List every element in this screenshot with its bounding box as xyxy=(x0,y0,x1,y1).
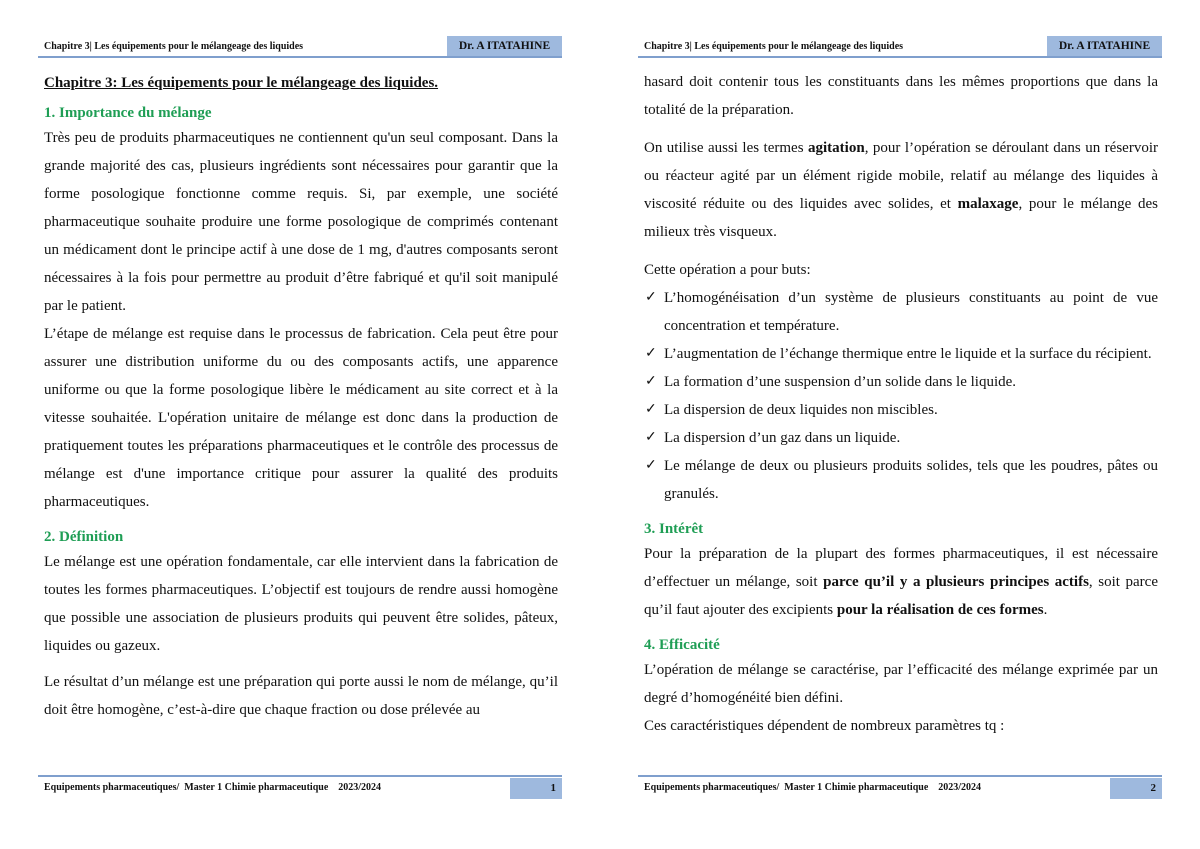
list-item xyxy=(644,340,1158,368)
goals-list xyxy=(644,284,1158,508)
check-icon: ✓ xyxy=(645,346,657,361)
paragraph: L’étape de mélange est requise dans le processus de fabrication. Cela peut être pour assurer une distribution uniforme du ou des composants actifs, une apparence uniforme ou que la forme posologique libère le médicament au site correct et à la vitesse souhaitée. L'opération unitaire de mélange est donc dans la production de pratiquement toutes les préparations pharmaceutiques et le contrôle des processus de mélange est d'une importance critique pour assurer la qualité des produits pharmaceutiques. xyxy=(44,326,558,510)
text-run: , soit parce qu’il faut ajouter des excipients xyxy=(644,574,1158,618)
list-item xyxy=(644,396,1158,424)
page-2 xyxy=(600,0,1200,849)
bold-phrase: pour la réalisation de ces formes xyxy=(836,602,1044,618)
bold-term-agitation: agitation xyxy=(808,140,865,156)
page-number: 2 xyxy=(1110,778,1162,799)
footer-text: Equipements pharmaceutiques/ Master 1 Chimie pharmaceutique 2023/2024 xyxy=(44,782,382,793)
page-2-content xyxy=(644,68,1158,740)
text-run: On utilise aussi les termes xyxy=(644,140,809,156)
section-title-importance: 1. Importance du mélange xyxy=(44,105,212,121)
text-run: , pour le mélange des milieux très visqueux. xyxy=(644,196,1158,240)
list-item-text: Le mélange de deux ou plusieurs produits solides, tels que les poudres, pâtes ou granulés. xyxy=(664,458,1158,502)
footer-rule xyxy=(638,775,1162,777)
list-item xyxy=(644,452,1158,508)
bold-term-malaxage: malaxage xyxy=(957,196,1019,212)
paragraph: Le mélange est une opération fondamentale, car elle intervient dans la fabrication de toutes les formes pharmaceutiques. L’objectif est toujours de rendre aussi homogène que possible une association de plusieurs produits qui peuvent être solides, pâteux, liquides ou gazeux. xyxy=(44,554,558,654)
paragraph-agitation xyxy=(644,134,1158,246)
footer-text: Equipements pharmaceutiques/ Master 1 Chimie pharmaceutique 2023/2024 xyxy=(644,782,982,793)
list-item xyxy=(644,424,1158,452)
check-icon: ✓ xyxy=(645,458,657,473)
paragraph: Ces caractéristiques dépendent de nombreux paramètres tq : xyxy=(644,718,1005,734)
list-item xyxy=(644,284,1158,340)
paragraph: L’opération de mélange se caractérise, par l’efficacité des mélange exprimée par un degré d’homogénéité bien défini. xyxy=(644,662,1158,706)
check-icon: ✓ xyxy=(645,374,657,389)
header-author-box: Dr. A ITATAHINE xyxy=(447,36,562,57)
section-title-definition: 2. Définition xyxy=(44,529,124,545)
list-item-text: La formation d’une suspension d’un solide dans le liquide. xyxy=(664,374,1017,390)
check-icon: ✓ xyxy=(645,430,657,445)
header-rule xyxy=(38,56,562,58)
check-icon: ✓ xyxy=(645,290,657,305)
chapter-title: Chapitre 3: Les équipements pour le mélangeage des liquides. xyxy=(44,75,439,91)
check-icon: ✓ xyxy=(645,402,657,417)
paragraph: Le résultat d’un mélange est une préparation qui porte aussi le nom de mélange, qu’il doit être homogène, c’est-à-dire que chaque fraction ou dose prélevée au xyxy=(44,674,558,718)
page-number: 1 xyxy=(510,778,562,799)
paragraph: hasard doit contenir tous les constituants dans les mêmes proportions que dans la totalité de la préparation. xyxy=(644,74,1158,118)
bold-phrase: parce qu’il y a plusieurs principes actifs xyxy=(823,574,1089,590)
goals-intro: Cette opération a pour buts: xyxy=(644,262,811,278)
text-run: , pour l’opération se déroulant dans un réservoir ou réacteur agité par un élément rigide mobile, relatif au mélange des liquides à viscosité réduite ou des liquides avec solides, et xyxy=(644,140,1158,212)
header-title: Chapitre 3| Les équipements pour le mélangeage des liquides xyxy=(44,41,304,52)
list-item-text: La dispersion d’un gaz dans un liquide. xyxy=(664,430,901,446)
header-title: Chapitre 3| Les équipements pour le mélangeage des liquides xyxy=(644,41,904,52)
section-title-efficacite: 4. Efficacité xyxy=(644,637,720,653)
footer-rule xyxy=(38,775,562,777)
header-rule xyxy=(638,56,1162,58)
list-item-text: L’augmentation de l’échange thermique entre le liquide et la surface du récipient. xyxy=(664,346,1152,362)
section-title-interet: 3. Intérêt xyxy=(644,521,704,537)
paragraph: Très peu de produits pharmaceutiques ne contiennent qu'un seul composant. Dans la grande majorité des cas, plusieurs ingrédients sont nécessaires pour garantir que la forme posologique fonctionne comme requis. Si, par exemple, une société pharmaceutique souhaite produire une forme posologique de comprimés contenant un médicament dont le principe actif à une dose de 1 mg, d'autres composants seront nécessaires à la fois pour permettre au produit d’être fabriqué et qu'il soit manipulé par le patient. xyxy=(44,130,558,314)
header-author-box: Dr. A ITATAHINE xyxy=(1047,36,1162,57)
text-run: . xyxy=(1043,602,1048,618)
list-item-text: L’homogénéisation d’un système de plusieurs constituants au point de vue concentration et température. xyxy=(664,290,1158,334)
text-run: Pour la préparation de la plupart des formes pharmaceutiques, il est nécessaire d’effectuer un mélange, soit xyxy=(644,546,1158,590)
list-item xyxy=(644,368,1158,396)
paragraph-interet xyxy=(644,540,1158,624)
list-item-text: La dispersion de deux liquides non miscibles. xyxy=(664,402,938,418)
page-1-content xyxy=(44,72,558,724)
